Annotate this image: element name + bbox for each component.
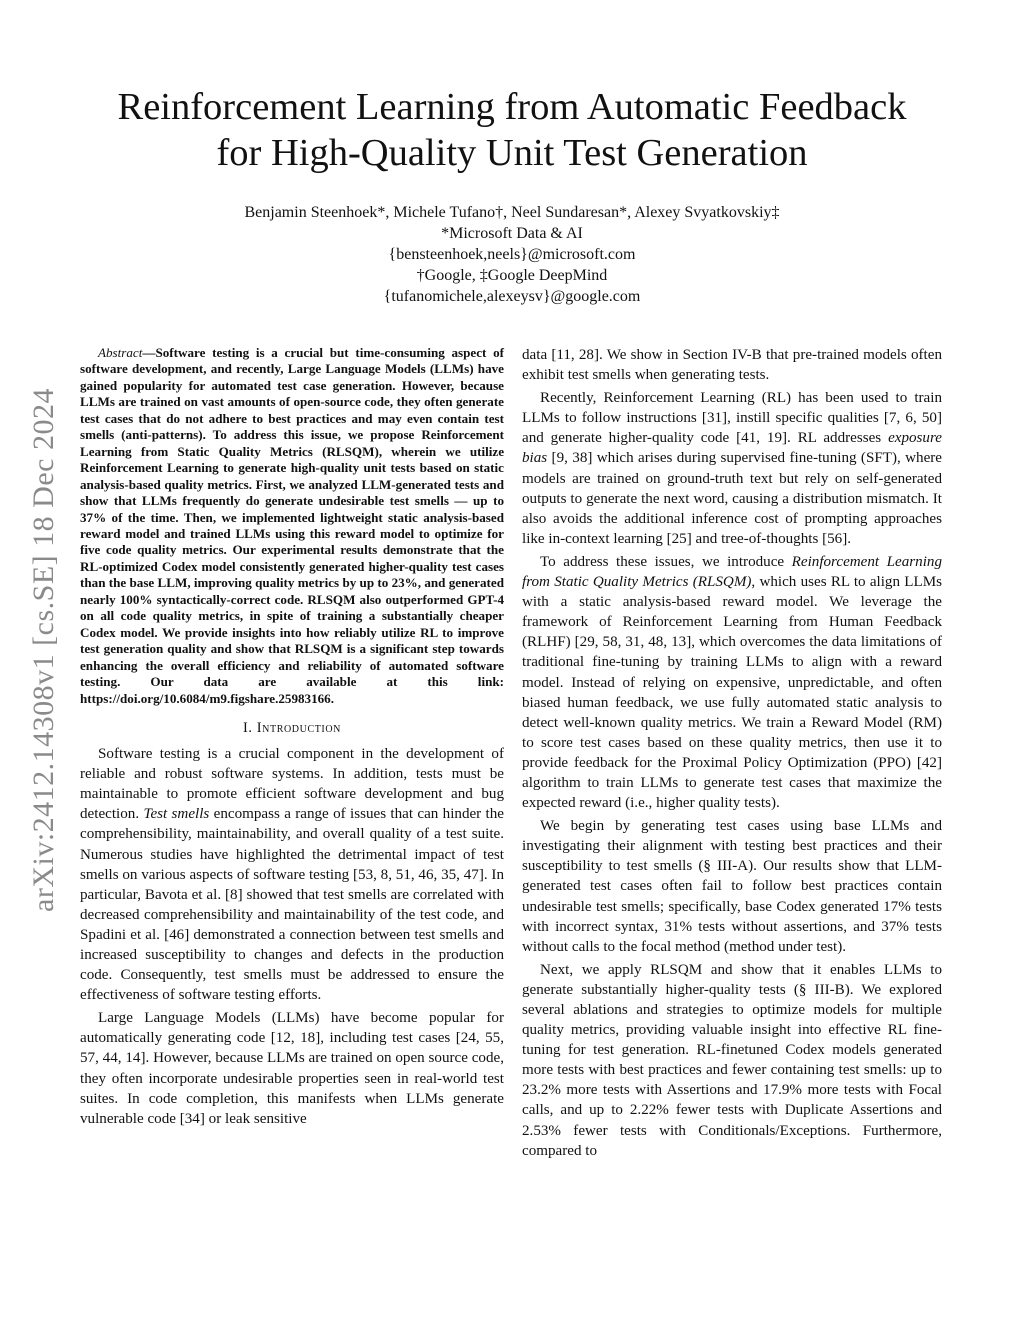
author-block xyxy=(0,202,1024,307)
section-heading-introduction: I. Introduction xyxy=(243,719,341,736)
left-column xyxy=(80,345,504,1132)
intro-p1-emphasis: Test smells xyxy=(143,806,210,823)
arxiv-identifier-text: arXiv:2412.14308v1 [cs.SE] 18 Dec 2024 xyxy=(27,388,61,912)
right-p1-emphasis: exposure bias xyxy=(522,430,942,467)
abstract-label: Abstract xyxy=(98,345,143,360)
intro-p1-text-b: encompass a range of issues that can hinder the comprehensibility, maintainability, and overall quality of a test suite. Numerous studies have highlighted the detrimental impact of test smells on various aspects of software testing [53, 8, 51, 46, 35, 47]. In particular, Bavota et al. [8] showed that test smells are correlated with decreased comprehensibility and maintainability of the test code, and Spadini et al. [46] demonstrated a connection between test smells and increased susceptibility to changes and defects in the production code. Consequently, test smells must be addressed to ensure the effectiveness of software testing efforts. xyxy=(80,806,504,1004)
title-line-2: for High-Quality Unit Test Generation xyxy=(216,132,808,174)
intro-paragraph-1 xyxy=(80,744,504,1005)
right-p1-text-b: [9, 38] which arises during supervised fine-tuning (SFT), where models are trained on ground-truth text but rely on self-generated outputs to generate the next word, causing a distribution mismatch. It also avoids the additional inference cost of prompting approaches like in-context learning [25] and tree-of-thoughts [56]. xyxy=(522,450,942,547)
right-column xyxy=(522,345,942,1164)
right-paragraph-3: We begin by generating test cases using base LLMs and investigating their alignment with testing best practices and their susceptibility to test smells (§ III-A). Our results show that LLM-generated test cases often fail to follow best practices contain undesirable test smells; specifically, base Codex generated 17% tests with incorrect syntax, 31% tests without assertions, and 37% tests without calls to the focal method (method under test). xyxy=(522,818,942,955)
abstract xyxy=(80,345,504,707)
right-p2-text-a: To address these issues, we introduce xyxy=(540,553,792,570)
intro-paragraph-2: Large Language Models (LLMs) have become popular for automatically generating code [12, 18], including test cases [24, 55, 57, 44, 14]. However, because LLMs are trained on open source code, they often incorporate undesirable properties seen in real-world test suites. In code completion, this manifests when LLMs generate vulnerable code [34] or leak sensitive xyxy=(80,1010,504,1127)
right-paragraph-1 xyxy=(522,388,942,549)
intro-p1-text-a: Software testing is a crucial component in the development of reliable and robust software systems. In addition, tests must be maintainable to promote efficient software development and bug detection. xyxy=(80,746,504,823)
affiliation-google: †Google, ‡Google DeepMind xyxy=(416,267,608,284)
affiliation-microsoft: *Microsoft Data & AI xyxy=(441,225,583,242)
author-names: Benjamin Steenhoek*, Michele Tufano†, Neel Sundaresan*, Alexey Svyatkovskiy‡ xyxy=(244,204,780,221)
arxiv-identifier xyxy=(22,350,66,950)
right-p2-emphasis: Reinforcement Learning from Static Quality Metrics (RLSQM) xyxy=(522,553,942,591)
email-google: {tufanomichele,alexeysv}@google.com xyxy=(383,288,641,305)
abstract-text: —Software testing is a crucial but time-consuming aspect of software development, and recently, Large Language Models (LLMs) have gained popularity for automated test case generation. However, because LLMs are trained on vast amounts of open-source code, they often generate test cases that do not adhere to best practices and may even contain test smells (anti-patterns). To address this issue, we propose Reinforcement Learning from Static Quality Metrics (RLSQM), wherein we utilize Reinforcement Learning to generate high-quality unit tests based on static analysis-based quality metrics. First, we analyzed LLM-generated tests and show that LLMs frequently do generate undesirable test smells — up to 37% of the time. Then, we implemented lightweight static analysis-based reward model and trained LLMs using this reward model to optimize for five code quality metrics. Our experimental results demonstrate that the RL-optimized Codex model consistently generated higher-quality test cases than the base LLM, improving quality metrics by up to 23%, and generated nearly 100% syntactically-correct code. RLSQM also outperformed GPT-4 on all code quality metrics, in spite of training a substantially cheaper Codex model. We provide insights into how reliably utilize RL to improve test generation quality and show that RLSQM is a significant step towards enhancing the overall efficiency and reliability of automated software testing. Our data are available at this link: https://doi.org/10.6084/m9.figshare.25983166. xyxy=(80,345,504,706)
email-microsoft: {bensteenhoek,neels}@microsoft.com xyxy=(388,246,636,263)
right-p2-text-b: , which uses RL to align LLMs with a static analysis-based reward model. We leverage the framework of Reinforcement Learning from Human Feedback (RLHF) [29, 58, 31, 48, 13], which overcomes the data limitations of traditional fine-tuning by training LLMs to align with a reward model. Instead of relying on expensive, unpredictable, and often biased human feedback, we use fully automated static analysis to detect well-known quality metrics. We train a Reward Model (RM) to score test cases based on these quality metrics, then use it to provide feedback for the Proximal Policy Optimization (PPO) [42] algorithm to train LLMs to generate test cases that maximize the expected reward (i.e., higher quality tests). xyxy=(522,574,942,812)
paper-title xyxy=(0,84,1024,176)
right-paragraph-2 xyxy=(522,552,942,813)
right-p1-text-a: Recently, Reinforcement Learning (RL) has been used to train LLMs to follow instructions [31], instill specific qualities [7, 6, 50] and generate higher-quality code [41, 19]. RL addresses xyxy=(522,390,942,447)
right-paragraph-0: data [11, 28]. We show in Section IV-B that pre-trained models often exhibit test smells when generating tests. xyxy=(522,347,942,384)
title-line-1: Reinforcement Learning from Automatic Feedback xyxy=(117,86,907,128)
right-paragraph-4: Next, we apply RLSQM and show that it enables LLMs to generate substantially higher-quality tests (§ III-B). We explored several ablations and strategies to optimize models for multiple quality metrics, providing valuable insight into effective RL fine-tuning for test generation. RL-finetuned Codex models generated more tests with best practices and fewer containing test smells: up to 23.2% more tests with Assertions and 17.9% more tests with Focal calls, and up to 2.22% fewer tests with Duplicate Assertions and 2.53% fewer tests with Conditionals/Exceptions. Furthermore, compared to xyxy=(522,961,942,1159)
